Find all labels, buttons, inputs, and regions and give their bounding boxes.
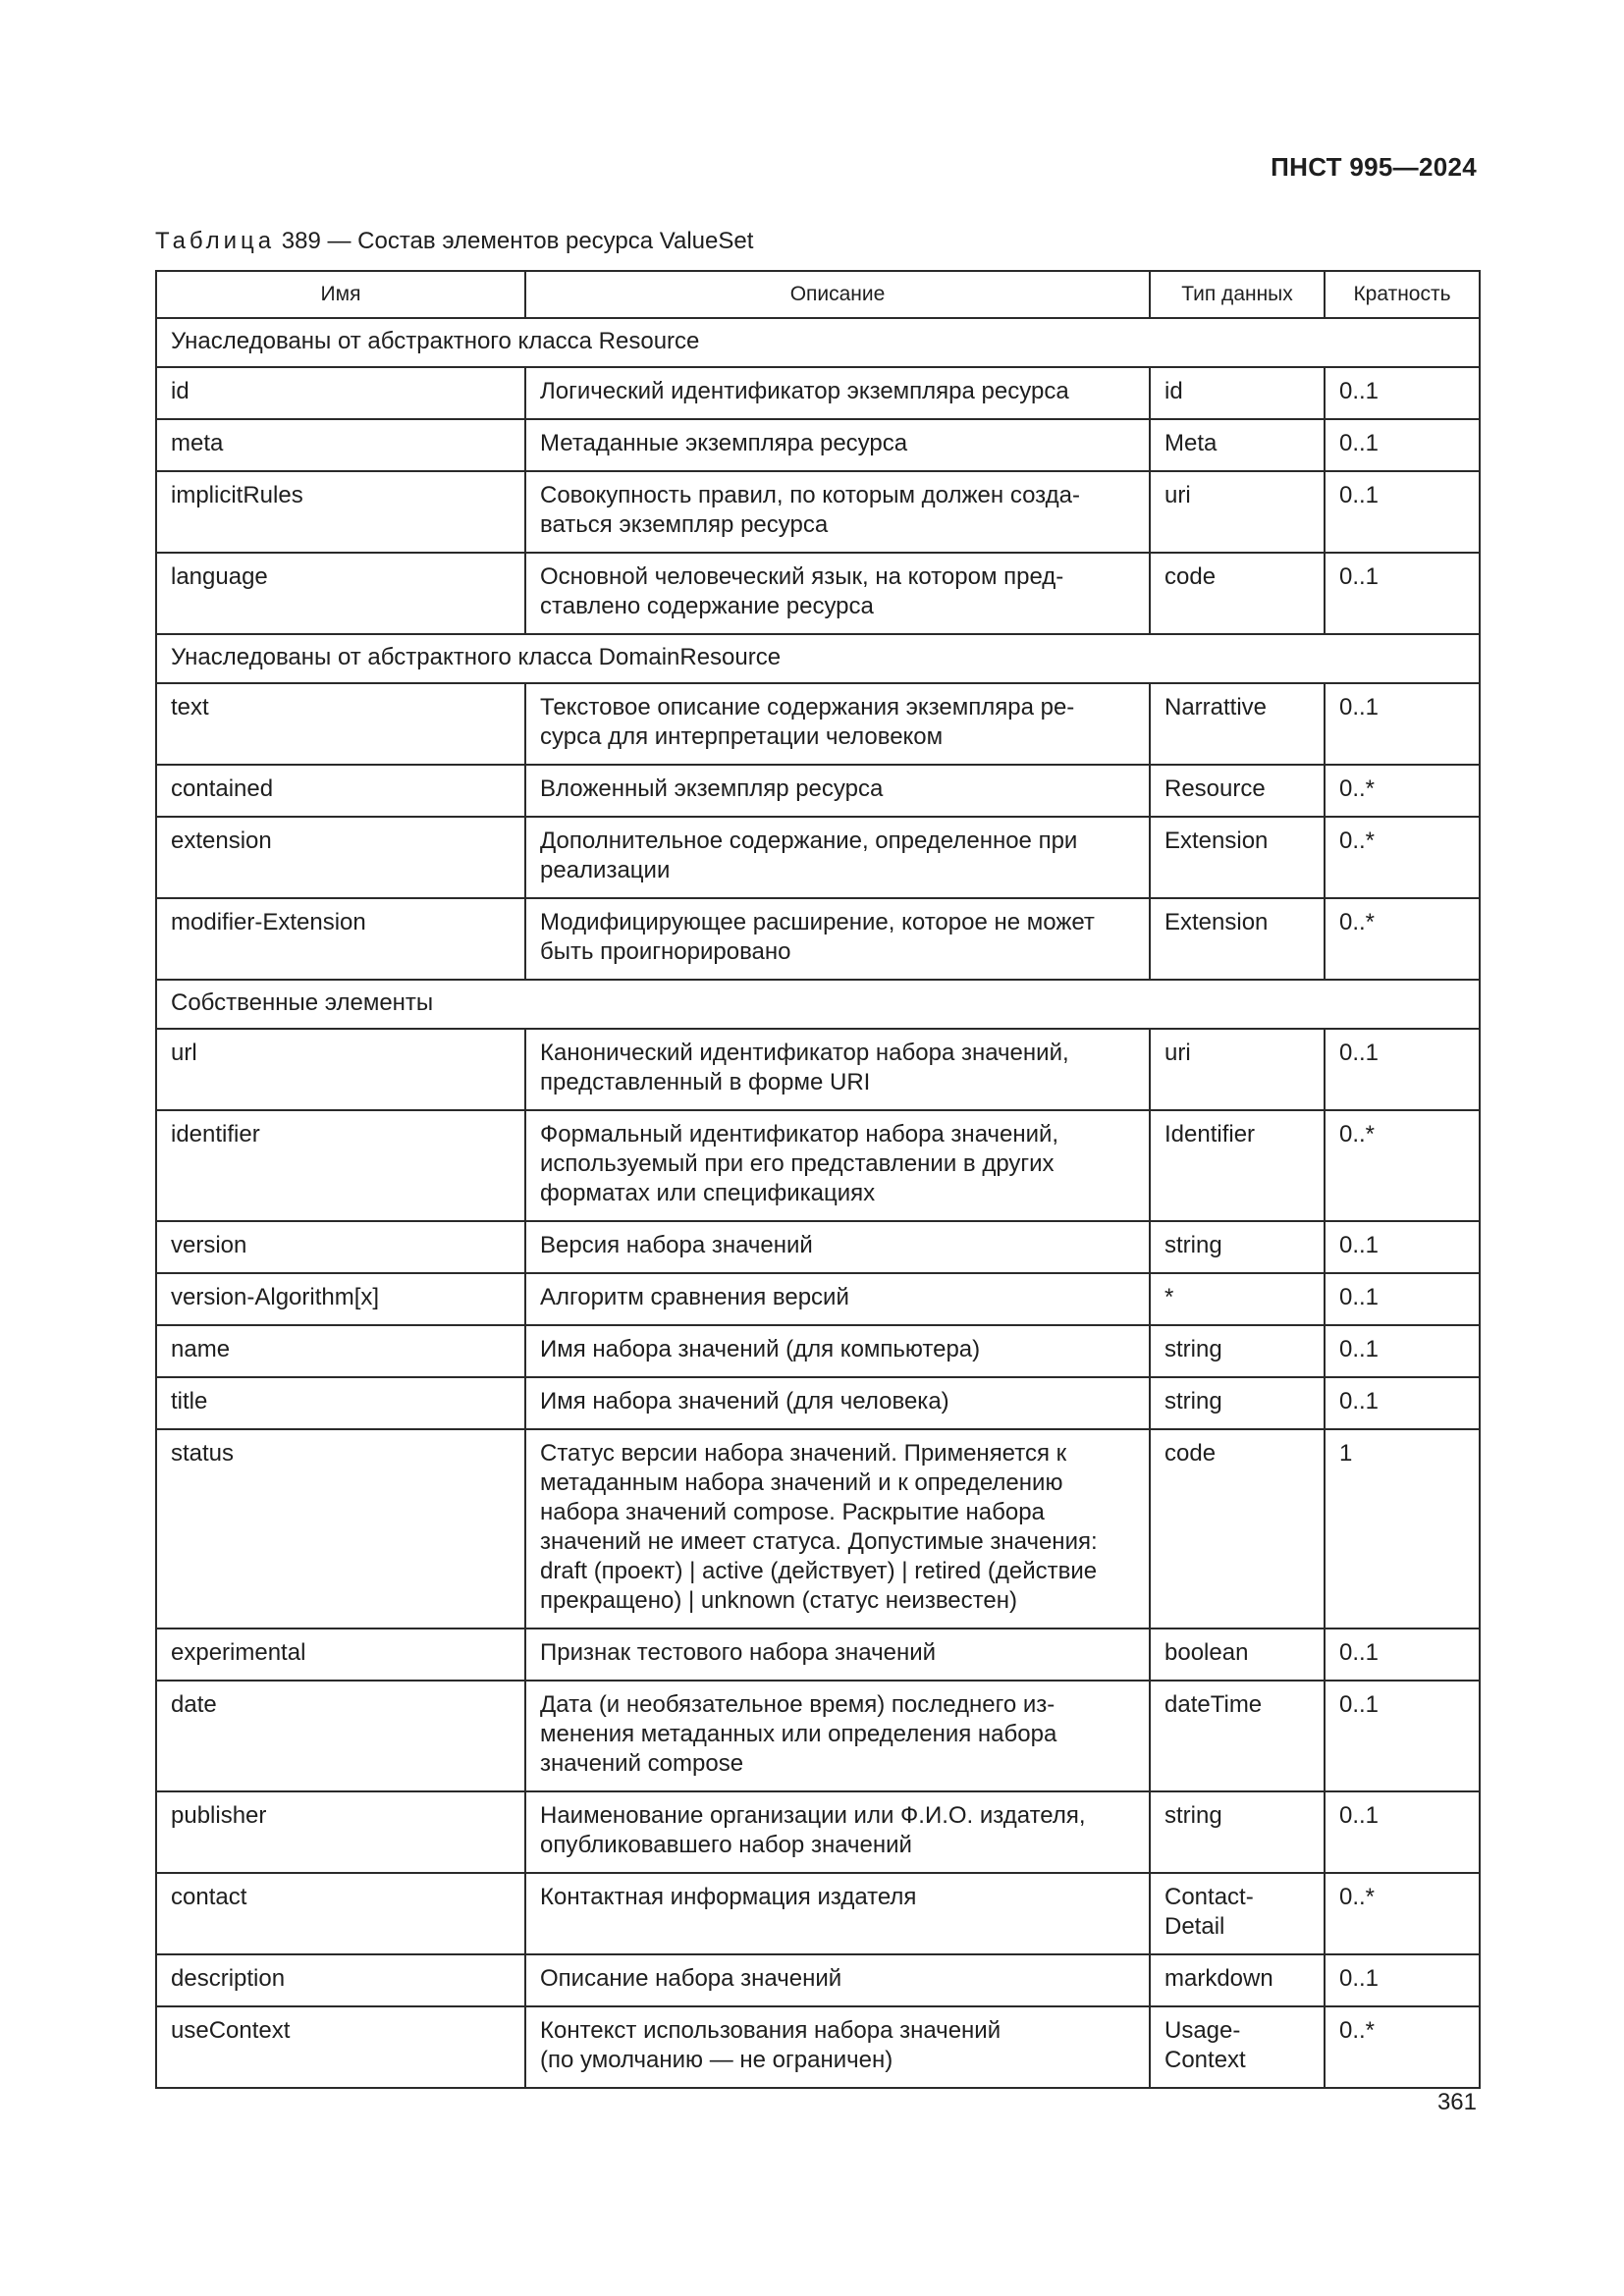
section-title: Унаследованы от абстрактного класса Resource <box>156 318 1480 367</box>
cell-data-type: code <box>1150 1429 1325 1629</box>
cell-name: version <box>156 1221 525 1273</box>
cell-description: Признак тестового набора значений <box>525 1629 1150 1681</box>
cell-cardinality: 0..1 <box>1325 553 1480 634</box>
table-caption-text: 389 — Состав элементов ресурса ValueSet <box>275 228 754 254</box>
cell-cardinality: 0..1 <box>1325 1954 1480 2006</box>
table-row <box>156 553 1480 634</box>
cell-cardinality: 0..1 <box>1325 683 1480 765</box>
cell-description: Вложенный экземпляр ресурса <box>525 765 1150 817</box>
table-row <box>156 471 1480 553</box>
table-row <box>156 419 1480 471</box>
cell-description: Дополнительное содержание, определенное при реализации <box>525 817 1150 898</box>
table-header-row <box>156 271 1480 318</box>
section-row <box>156 980 1480 1029</box>
cell-name: contained <box>156 765 525 817</box>
cell-description: Модифицирующее расширение, которое не может быть проигнорировано <box>525 898 1150 980</box>
cell-name: experimental <box>156 1629 525 1681</box>
table-row <box>156 1029 1480 1110</box>
cell-cardinality: 0..1 <box>1325 419 1480 471</box>
cell-name: contact <box>156 1873 525 1954</box>
cell-name: description <box>156 1954 525 2006</box>
cell-name: url <box>156 1029 525 1110</box>
section-row <box>156 318 1480 367</box>
cell-data-type: Extension <box>1150 817 1325 898</box>
cell-description: Описание набора значений <box>525 1954 1150 2006</box>
cell-data-type: * <box>1150 1273 1325 1325</box>
table-row <box>156 1873 1480 1954</box>
cell-cardinality: 0..1 <box>1325 367 1480 419</box>
table-row <box>156 1325 1480 1377</box>
cell-cardinality: 0..* <box>1325 898 1480 980</box>
section-title: Собственные элементы <box>156 980 1480 1029</box>
cell-description: Канонический идентификатор набора значений, представленный в форме URI <box>525 1029 1150 1110</box>
cell-data-type: Contact- Detail <box>1150 1873 1325 1954</box>
cell-description: Наименование организации или Ф.И.О. издателя, опубликовавшего набор значений <box>525 1791 1150 1873</box>
cell-data-type: Resource <box>1150 765 1325 817</box>
cell-name: modifier-Extension <box>156 898 525 980</box>
cell-name: publisher <box>156 1791 525 1873</box>
cell-data-type: uri <box>1150 471 1325 553</box>
cell-description: Версия набора значений <box>525 1221 1150 1273</box>
table-row <box>156 1791 1480 1873</box>
cell-data-type: string <box>1150 1221 1325 1273</box>
table-row <box>156 367 1480 419</box>
cell-cardinality: 0..* <box>1325 1873 1480 1954</box>
cell-data-type: string <box>1150 1377 1325 1429</box>
elements-table <box>155 270 1481 2089</box>
cell-data-type: Identifier <box>1150 1110 1325 1221</box>
cell-data-type: Meta <box>1150 419 1325 471</box>
cell-cardinality: 0..* <box>1325 2006 1480 2088</box>
cell-cardinality: 0..1 <box>1325 1377 1480 1429</box>
cell-data-type: Usage- Context <box>1150 2006 1325 2088</box>
cell-data-type: string <box>1150 1325 1325 1377</box>
cell-cardinality: 0..1 <box>1325 1029 1480 1110</box>
cell-name: extension <box>156 817 525 898</box>
cell-data-type: string <box>1150 1791 1325 1873</box>
cell-description: Основной человеческий язык, на котором пред- ставлено содержание ресурса <box>525 553 1150 634</box>
cell-description: Формальный идентификатор набора значений, используемый при его представлении в других форматах или спецификациях <box>525 1110 1150 1221</box>
cell-name: name <box>156 1325 525 1377</box>
cell-cardinality: 0..1 <box>1325 1273 1480 1325</box>
cell-description: Алгоритм сравнения версий <box>525 1273 1150 1325</box>
page-number: 361 <box>1436 2089 1477 2115</box>
cell-name: date <box>156 1681 525 1791</box>
table-row <box>156 1954 1480 2006</box>
table-row <box>156 1429 1480 1629</box>
table-caption-label: Таблица <box>155 228 276 254</box>
cell-data-type: code <box>1150 553 1325 634</box>
table-row <box>156 1681 1480 1791</box>
cell-description: Совокупность правил, по которым должен созда- ваться экземпляр ресурса <box>525 471 1150 553</box>
cell-data-type: Extension <box>1150 898 1325 980</box>
cell-description: Имя набора значений (для человека) <box>525 1377 1150 1429</box>
table-row <box>156 1110 1480 1221</box>
table-row <box>156 1377 1480 1429</box>
cell-name: language <box>156 553 525 634</box>
cell-data-type: Narrattive <box>1150 683 1325 765</box>
document-number: ПНСТ 995—2024 <box>1271 152 1477 182</box>
cell-data-type: boolean <box>1150 1629 1325 1681</box>
cell-name: implicitRules <box>156 471 525 553</box>
table-row <box>156 765 1480 817</box>
cell-name: status <box>156 1429 525 1629</box>
table-row <box>156 1221 1480 1273</box>
cell-name: meta <box>156 419 525 471</box>
cell-name: title <box>156 1377 525 1429</box>
cell-cardinality: 0..1 <box>1325 1325 1480 1377</box>
cell-description: Имя набора значений (для компьютера) <box>525 1325 1150 1377</box>
column-header-data-type: Тип данных <box>1150 271 1325 318</box>
column-header-name: Имя <box>156 271 525 318</box>
cell-cardinality: 0..1 <box>1325 1629 1480 1681</box>
table-caption <box>155 228 753 255</box>
cell-cardinality: 0..* <box>1325 1110 1480 1221</box>
column-header-cardinality: Кратность <box>1325 271 1480 318</box>
cell-cardinality: 0..* <box>1325 765 1480 817</box>
cell-description: Дата (и необязательное время) последнего из- менения метаданных или определения набора значений compose <box>525 1681 1150 1791</box>
cell-data-type: dateTime <box>1150 1681 1325 1791</box>
table-row <box>156 683 1480 765</box>
table-row <box>156 1273 1480 1325</box>
cell-cardinality: 0..1 <box>1325 1681 1480 1791</box>
table-row <box>156 1629 1480 1681</box>
cell-data-type: id <box>1150 367 1325 419</box>
table-body <box>156 318 1480 2088</box>
cell-cardinality: 0..1 <box>1325 471 1480 553</box>
cell-description: Статус версии набора значений. Применяется к метаданным набора значений и к определению набора значений compose. Раскрытие набора значений не имеет статуса. Допустимые значения: draft (проект) | active (действует) | retired (действие прекращено) | unknown (статус неизвестен) <box>525 1429 1150 1629</box>
cell-description: Контекст использования набора значений (по умолчанию — не ограничен) <box>525 2006 1150 2088</box>
cell-cardinality: 1 <box>1325 1429 1480 1629</box>
cell-description: Текстовое описание содержания экземпляра ре- сурса для интерпретации человеком <box>525 683 1150 765</box>
table-row <box>156 2006 1480 2088</box>
cell-data-type: markdown <box>1150 1954 1325 2006</box>
cell-data-type: uri <box>1150 1029 1325 1110</box>
table-row <box>156 898 1480 980</box>
cell-description: Метаданные экземпляра ресурса <box>525 419 1150 471</box>
cell-description: Контактная информация издателя <box>525 1873 1150 1954</box>
cell-cardinality: 0..1 <box>1325 1221 1480 1273</box>
cell-name: id <box>156 367 525 419</box>
cell-name: text <box>156 683 525 765</box>
section-row <box>156 634 1480 683</box>
cell-name: version-Algorithm[x] <box>156 1273 525 1325</box>
table-row <box>156 817 1480 898</box>
cell-name: identifier <box>156 1110 525 1221</box>
column-header-description: Описание <box>525 271 1150 318</box>
cell-name: useContext <box>156 2006 525 2088</box>
cell-cardinality: 0..1 <box>1325 1791 1480 1873</box>
cell-cardinality: 0..* <box>1325 817 1480 898</box>
section-title: Унаследованы от абстрактного класса DomainResource <box>156 634 1480 683</box>
cell-description: Логический идентификатор экземпляра ресурса <box>525 367 1150 419</box>
